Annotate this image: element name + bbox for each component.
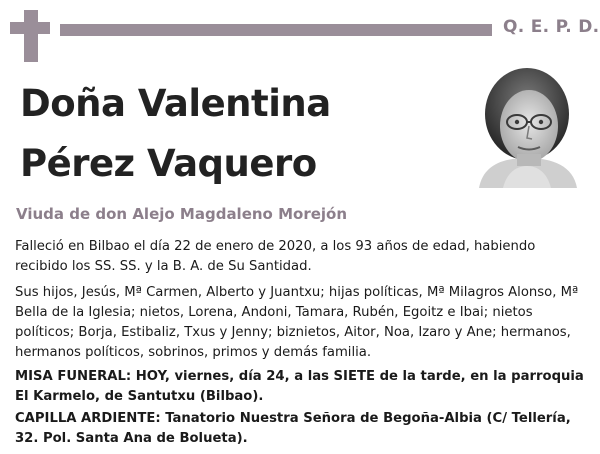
funeral-mass-paragraph: MISA FUNERAL: HOY, viernes, día 24, a las SIETE de la tarde, en la parroquia El Karmelo, de Santutxu (Bilbao).	[15, 369, 584, 404]
header-rule	[60, 24, 492, 36]
cross-horizontal-bar	[10, 22, 50, 34]
portrait-photo	[473, 62, 581, 188]
deceased-name-line2: Pérez Vaquero	[20, 142, 317, 185]
family-paragraph: Sus hijos, Jesús, Mª Carmen, Alberto y Juantxu; hijas políticas, Mª Milagros Alonso, Mª Bella de la Iglesia; nietos, Lorena, Andoni, Tamara, Rubén, Egoitz e Ibai; nietos políticos; Borja, Estibaliz, Txus y Jenny; biznietos, Aitor, Noa, Izaro y Ane; hermanos, hermanos políticos, sobrinos, primos y demás familia.	[15, 285, 579, 360]
qepd-label: Q. E. P. D.	[503, 17, 600, 37]
funeral-chapel-paragraph: CAPILLA ARDIENTE: Tanatorio Nuestra Señora de Begoña-Albia (C/ Tellería, 32. Pol. Santa Ana de Bolueta).	[15, 411, 571, 446]
death-paragraph: Falleció en Bilbao el día 22 de enero de 2020, a los 93 años de edad, habiendo recibido los SS. SS. y la B. A. de Su Santidad.	[15, 239, 536, 274]
deceased-name-line1: Doña Valentina	[20, 82, 331, 125]
widow-line: Viuda de don Alejo Magdaleno Morejón	[16, 205, 348, 223]
cross-vertical-bar	[24, 10, 38, 62]
